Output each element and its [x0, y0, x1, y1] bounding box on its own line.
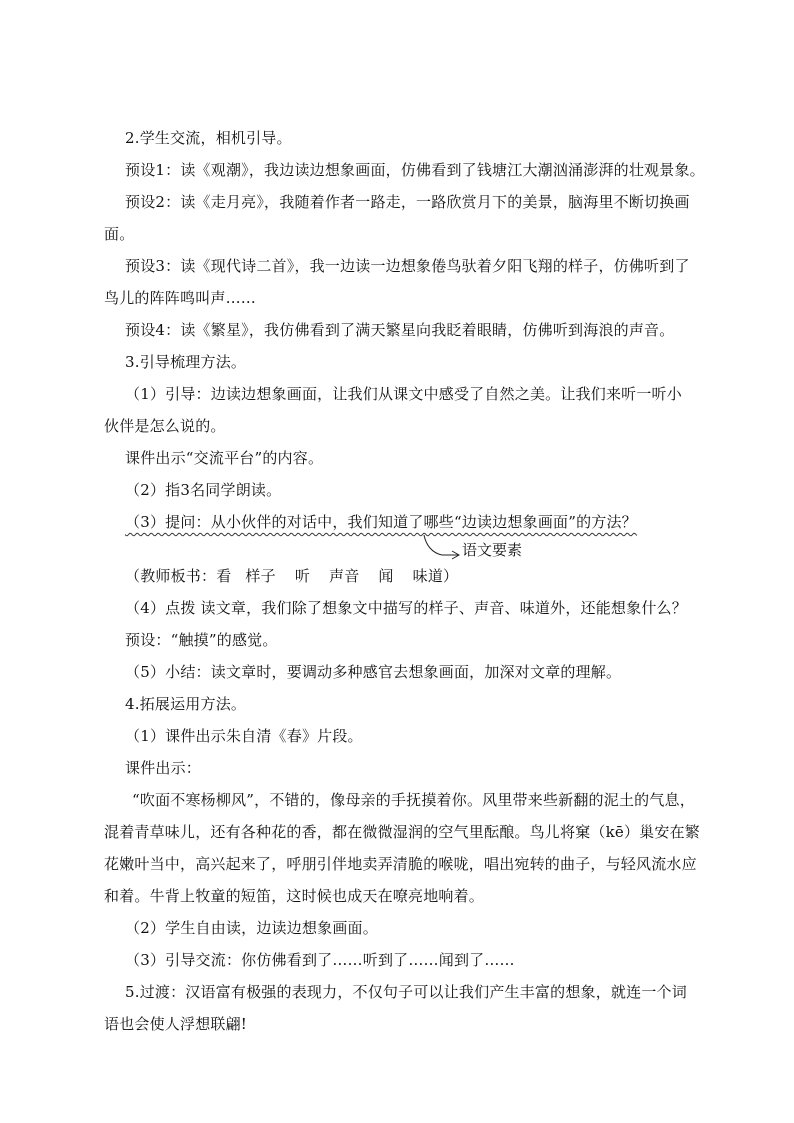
guide-5-summary: （5）小结：读文章时，要调动多种感官去想象画面，加深对文章的理解。: [125, 663, 622, 681]
annotation-label: 语文要素: [462, 541, 523, 559]
board-prefix: （教师板书：看: [125, 567, 232, 585]
board-item: 闻: [378, 567, 394, 585]
preset-3-line-1: 预设3：读《现代诗二首》，我一边读一边想象倦鸟驮着夕阳飞翔的样子，仿佛听到了: [125, 257, 690, 275]
board-item: 听: [294, 567, 311, 585]
board-item: 样子: [245, 567, 276, 585]
guide-1-line-1: （1）引导：边读边想象画面，让我们从课文中感受了自然之美。让我们来听一听小: [125, 385, 682, 403]
courseware-show-platform: 课件出示“交流平台”的内容。: [125, 449, 324, 467]
step-5-line-1: 5.过渡：汉语富有极强的表现力，不仅句子可以让我们产生丰富的想象，就连一个词: [125, 983, 687, 1001]
guide-2: （2）指3名同学朗读。: [125, 481, 282, 499]
excerpt-line-3: 花嫩叶当中，高兴起来了，呼朋引伴地卖弄清脆的喉咙，唱出宛转的曲子，与轻风流水应: [104, 855, 697, 873]
board-item: 味道）: [412, 567, 459, 585]
preset-2-line-1: 预设2：读《走月亮》，我随着作者一路走，一路欣赏月下的美景，脑海里不断切换画: [125, 193, 690, 211]
guide-4: （4）点拨 读文章，我们除了想象文中描写的样子、声音、味道外，还能想象什么？: [125, 599, 687, 617]
courseware-show-label: 课件出示：: [125, 759, 202, 777]
board-item: 声音: [329, 567, 360, 585]
step-3-heading: 3.引导梳理方法。: [125, 353, 247, 371]
extend-1: （1）课件出示朱自清《春》片段。: [125, 727, 363, 745]
excerpt-line-4: 和着。牛背上牧童的短笛，这时候也成天在嘹亮地响着。: [104, 887, 485, 905]
step-5-line-2: 语也会使人浮想联翩!: [104, 1015, 248, 1033]
teacher-board-notes: [125, 566, 458, 586]
guide-3-question: （3）提问：从小伙伴的对话中，我们知道了哪些“边读边想象画面”的方法？: [125, 513, 637, 531]
excerpt-line-1: “吹面不寒杨柳风”，不错的，像母亲的手抚摸着你。风里带来些新翻的泥土的气息，: [132, 791, 695, 809]
extend-2: （2）学生自由读，边读边想象画面。: [125, 919, 378, 937]
preset-1: 预设1：读《观潮》，我边读边想象画面，仿佛看到了钱塘江大潮汹涌澎湃的壮观景象。: [125, 161, 705, 179]
preset-2-line-2: 面。: [104, 225, 135, 243]
preset-touch: 预设：“触摸”的感觉。: [125, 631, 278, 649]
guide-1-line-2: 伙伴是怎么说的。: [104, 417, 226, 435]
preset-4: 预设4：读《繁星》，我仿佛看到了满天繁星向我眨着眼睛，仿佛听到海浪的声音。: [125, 321, 675, 339]
excerpt-line-2: 混着青草味儿，还有各种花的香，都在微微湿润的空气里酝酿。鸟儿将窠（kē）巢安在繁: [104, 823, 700, 841]
preset-3-line-2: 鸟儿的阵阵鸣叫声……: [104, 289, 257, 307]
extend-3: （3）引导交流：你仿佛看到了……听到了……闻到了……: [125, 951, 515, 969]
step-4-heading: 4.拓展运用方法。: [125, 695, 247, 713]
step-2-heading: 2.学生交流，相机引导。: [125, 129, 292, 147]
